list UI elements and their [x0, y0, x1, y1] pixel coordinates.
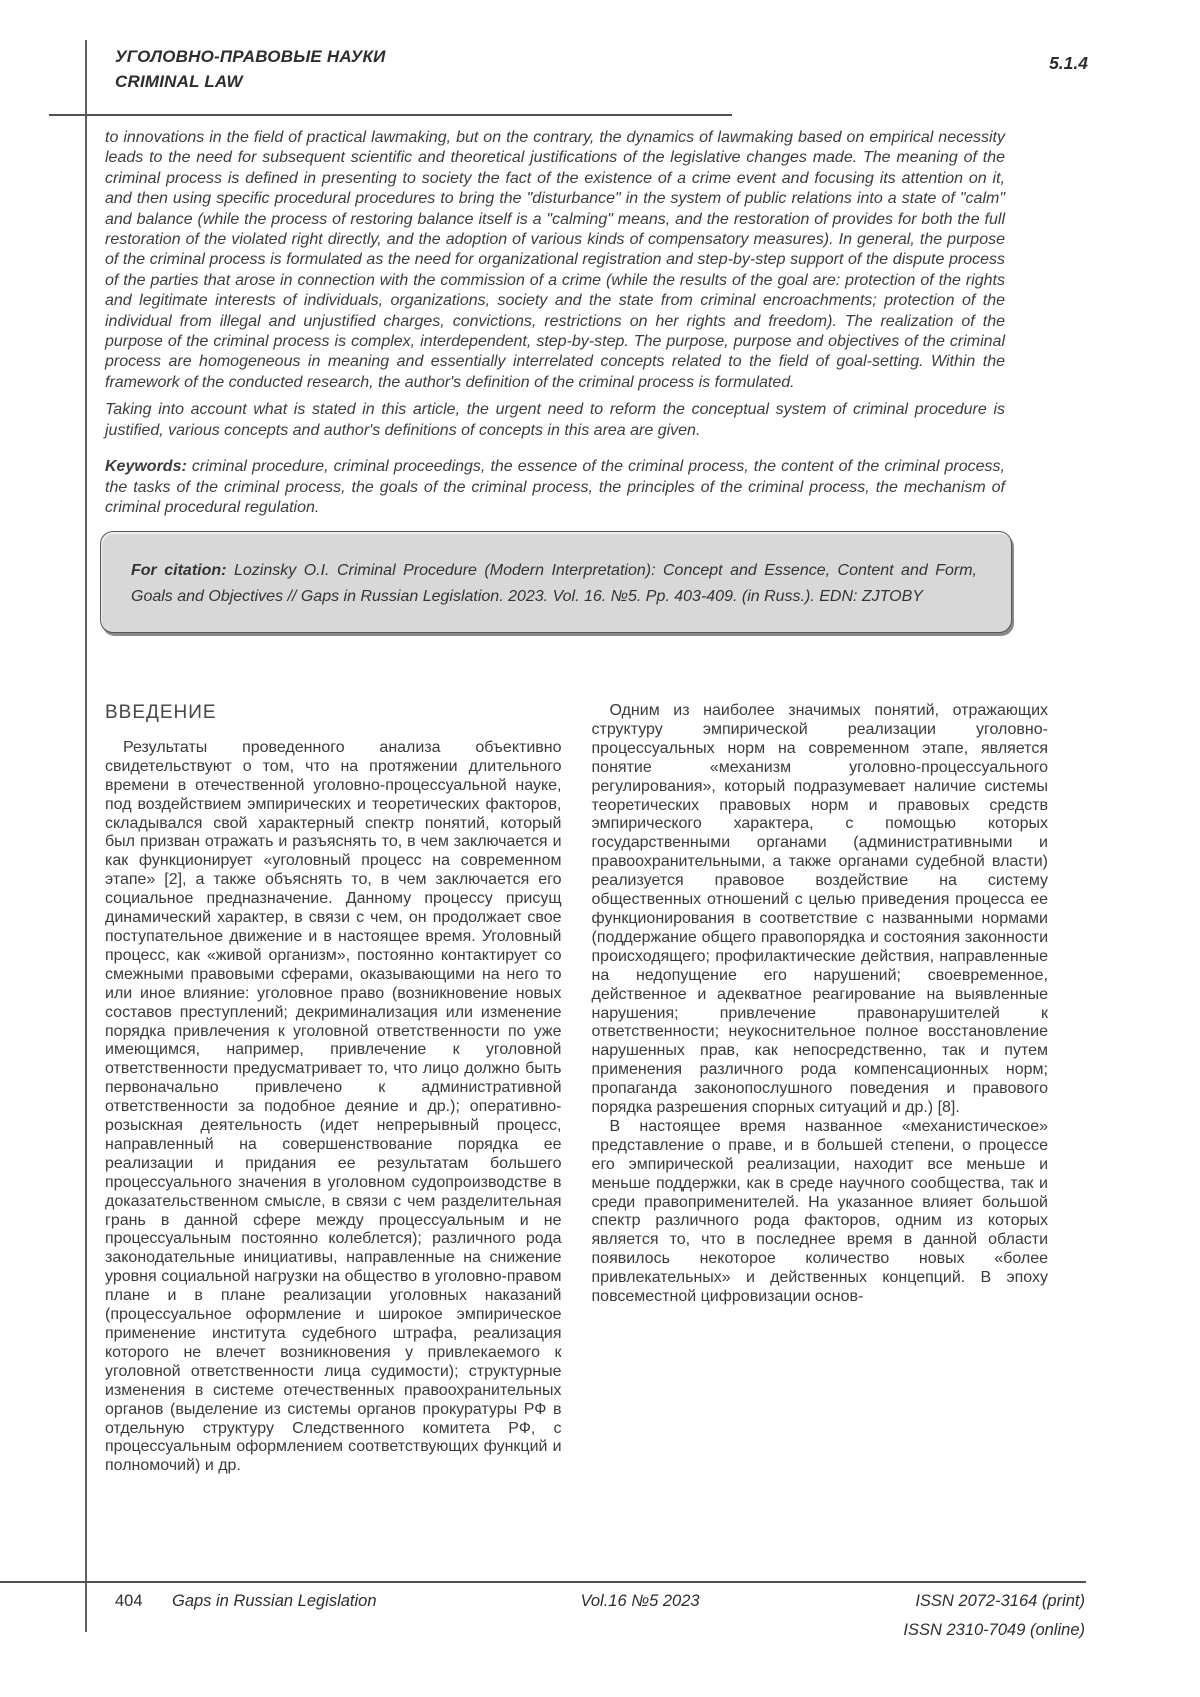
issn-print: ISSN 2072-3164 (print): [915, 1592, 1085, 1610]
journal-name: Gaps in Russian Legislation: [172, 1592, 377, 1610]
left-margin-rule: [85, 40, 87, 1632]
introduction-heading: ВВЕДЕНИЕ: [105, 702, 217, 723]
rubric-ru: УГОЛОВНО-ПРАВОВЫЕ НАУКИ: [115, 47, 386, 66]
rubric-en: CRIMINAL LAW: [115, 72, 243, 91]
citation-paragraph: [131, 558, 977, 610]
citation-label: For citation:: [131, 562, 227, 580]
specialty-code: 5.1.4: [1049, 53, 1088, 73]
keywords-label: Keywords:: [105, 458, 187, 476]
footer-rule: [0, 1581, 1086, 1583]
keywords-text: criminal procedure, criminal proceedings, the essence of the criminal process, the content of the criminal process, the tasks of the criminal process, the goals of the criminal process, the principles of the criminal process, the mechanism of criminal procedural regulation.: [105, 458, 1005, 516]
page-number: 404: [115, 1592, 143, 1610]
page-footer: [0, 1592, 1200, 1662]
keywords-paragraph: [105, 457, 1005, 518]
header-rule: [49, 114, 732, 116]
issn-online: ISSN 2310-7049 (online): [903, 1621, 1085, 1639]
abstract-paragraph: to innovations in the field of practical lawmaking, but on the contrary, the dynamics of lawmaking based on empirical necessity leads to the need for subsequent scientific and theoretical justifications of the legislative changes made. The meaning of the criminal process is defined in presenting to society the fact of the existence of a crime event and focusing its attention on it, and then using specific procedural procedures to bring the "disturbance" in the system of public relations into a state of "calm" and balance (while the process of restoring balance itself is a "calming" means, and the restoration of provides for both the full restoration of the violated right directly, and the adoption of various kinds of compensatory measures). In general, the purpose of the criminal process is formulated as the need for organizational registration and step-by-step support of the dispute process of the parties that arose in connection with the commission of a crime (while the results of the goal are: protection of the rights and legitimate interests of individuals, organizations, society and the state from criminal encroachments; protection of the individual from illegal and unjustified charges, convictions, restrictions on her rights and freedom). The realization of the purpose of the criminal process is complex, interdependent, step-by-step. The purpose, purpose and objectives of the criminal process are homogeneous in meaning and essentially interrelated concepts related to the field of goal-setting. Within the framework of the conducted research, the author's definition of the criminal process is formulated.: [105, 129, 1005, 391]
abstract-section: [105, 128, 1005, 633]
body-paragraph: В настоящее время названное «механистическое» представление о праве, и в большей степени, о процессе его эмпирической реализации, находит все меньше и меньше поддержки, как в среде научного сообщества, так и среди правоприменителей. На указанное влияет большой спектр различного рода факторов, одним из которых является то, что в последнее время в данной области появилось некоторое количество новых «более привлекательных» и действенных концепций. В эпоху повсеместной цифровизации основ-: [591, 1117, 1048, 1306]
citation-text: Lozinsky O.I. Criminal Procedure (Modern Interpretation): Concept and Essence, Content and Form, Goals and Objectives // Gaps in Russian Legislation. 2023. Vol. 16. №5. Pp. 403-409. (in Russ.). EDN: ZJTOBY: [131, 562, 978, 606]
citation-box: [100, 531, 1012, 633]
abstract-paragraph: Taking into account what is stated in this article, the urgent need to reform the conceptual system of criminal procedure is justified, various concepts and author's definitions of concepts in this area are given.: [105, 401, 1005, 439]
article-body-columns: [105, 702, 1048, 1480]
body-paragraph: Одним из наиболее значимых понятий, отражающих структуру эмпирической реализации уголовно-процессуальных норм на современном этапе, является понятие «механизм уголовно-процессуального регулирования», который подразумевает наличие системы теоретических правовых норм и правовых средств эмпирического характера, с помощью которых государственными органами (административными и правоохранительными, а также органами судебной власти) реализуется правовое воздействие на систему общественных отношений с целью приведения процесса ее функционирования в соответствие с названными нормами (поддержание общего правопорядка и состояния законности происходящего; профилактические действия, направленные на недопущение его нарушений; своевременное, действенное и адекватное реагирование на выявленные нарушения; привлечение правонарушителей к ответственности; неукоснительное полное восстановление нарушенных прав, как непосредственно, так и путем применения различного рода компенсационных норм; пропаганда законопослушного поведения и правового порядка разрешения спорных ситуаций и др.) [8].: [591, 702, 1048, 1117]
body-paragraph: Результаты проведенного анализа объективно свидетельствуют о том, что на протяжении длительного времени в отечественной уголовно-процессуальной науке, под воздействием эмпирических и теоретических факторов, складывался свой характерный спектр понятий, который был призван отражать и разъяснять то, в чем заключается и как функционирует «уголовный процесс на современном этапе» [2], а также объяснять то, в чем заключается его социальное предназначение. Данному процессу присущ динамический характер, в связи с чем, он продолжает свое поступательное движение и в настоящее время. Уголовный процесс, как «живой организм», постоянно контактирует со смежными правовыми сферами, оказывающими на него то или иное влияние: уголовное право (возникновение новых составов преступлений; декриминализация или изменение порядка привлечения к уголовной ответственности по уже имеющимся, например, привлечение к уголовной ответственности предусматривает то, что лицо должно быть первоначально привлечено к административной ответственности за подобное деяние и др.); оперативно-розыскная деятельность (идет непрерывный процесс, направленный на совершенствование порядка ее реализации и придания ее результатам большего процессуального значения в уголовном судопроизводстве в доказательственном смысле, в связи с чем разделительная грань в данной сфере между процессуальным и не процессуальным постоянно колеблется); различного рода законодательные инициативы, направленные на снижение уровня социальной нагрузки на общество в уголовно-правом плане и в плане реализации уголовных наказаний (процессуальное оформление и широкое эмпирическое применение института судебного штрафа, реализация которого не влечет возникновения у привлекаемого к уголовной ответственности лица судимости); структурные изменения в системе отечественных правоохранительных органов (выделение из системы органов прокуратуры РФ в отдельную структуру Следственного комитета РФ, с процессуальным оформлением соответствующих функций и полномочий) и др.: [105, 738, 562, 1475]
volume-issue: Vol.16 №5 2023: [580, 1592, 700, 1610]
page-header: [115, 44, 386, 94]
